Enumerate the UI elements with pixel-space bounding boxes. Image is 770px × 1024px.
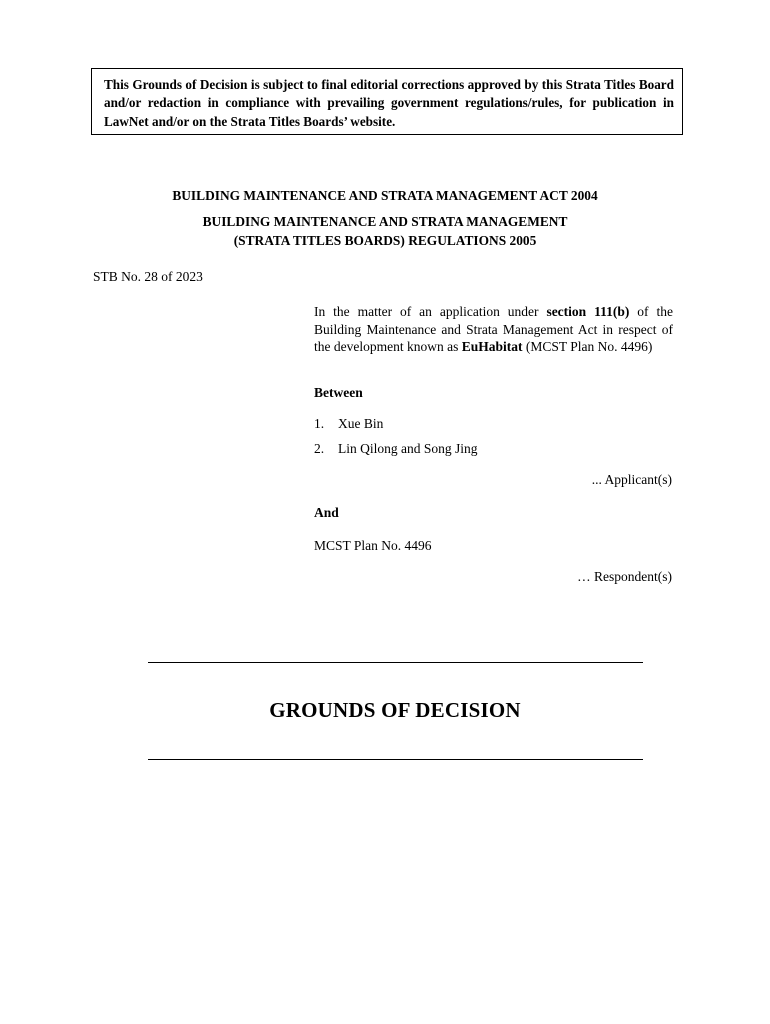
list-item-number: 1. bbox=[314, 416, 325, 431]
applicant-name: Lin Qilong and Song Jing bbox=[338, 441, 478, 456]
matter-text-2: of the Building Maintenance and Strata Management Act in respect of the development known as bbox=[314, 304, 673, 355]
matter-section: section 111(b) bbox=[546, 304, 630, 319]
applicant-name: Xue Bin bbox=[338, 416, 384, 431]
list-item bbox=[314, 441, 478, 466]
list-item bbox=[314, 416, 478, 441]
document-title: GROUNDS OF DECISION bbox=[269, 698, 521, 722]
applicant-role: ... Applicant(s) bbox=[591, 472, 672, 487]
and-label: And bbox=[314, 505, 339, 520]
act-title-line-3: (STRATA TITLES BOARDS) REGULATIONS 2005 bbox=[233, 233, 537, 248]
editorial-notice-text: This Grounds of Decision is subject to final editorial corrections approved by this Strata Titles Board and/or redaction in compliance with prevailing government regulations/rules, for publication in LawNet and/or on the Strata Titles Boards’ website. bbox=[104, 77, 674, 129]
matter-development: EuHabitat bbox=[461, 339, 523, 355]
matter-text-1: In the matter of an application under bbox=[314, 304, 547, 319]
applicant-list bbox=[314, 416, 478, 466]
case-number: STB No. 28 of 2023 bbox=[93, 269, 203, 284]
matter-text-3: (MCST Plan No. 4496) bbox=[522, 339, 653, 355]
act-title-line-1: BUILDING MAINTENANCE AND STRATA MANAGEMENT ACT 2004 bbox=[172, 188, 598, 203]
bottom-divider bbox=[148, 759, 643, 760]
act-title-line-2: BUILDING MAINTENANCE AND STRATA MANAGEMENT bbox=[202, 214, 568, 229]
between-label: Between bbox=[314, 385, 363, 400]
matter-paragraph bbox=[314, 303, 673, 356]
list-item-number: 2. bbox=[314, 441, 325, 456]
respondent-role: … Respondent(s) bbox=[577, 569, 672, 584]
top-divider bbox=[148, 662, 643, 663]
respondent-name: MCST Plan No. 4496 bbox=[314, 538, 432, 553]
editorial-notice-box bbox=[91, 68, 683, 135]
